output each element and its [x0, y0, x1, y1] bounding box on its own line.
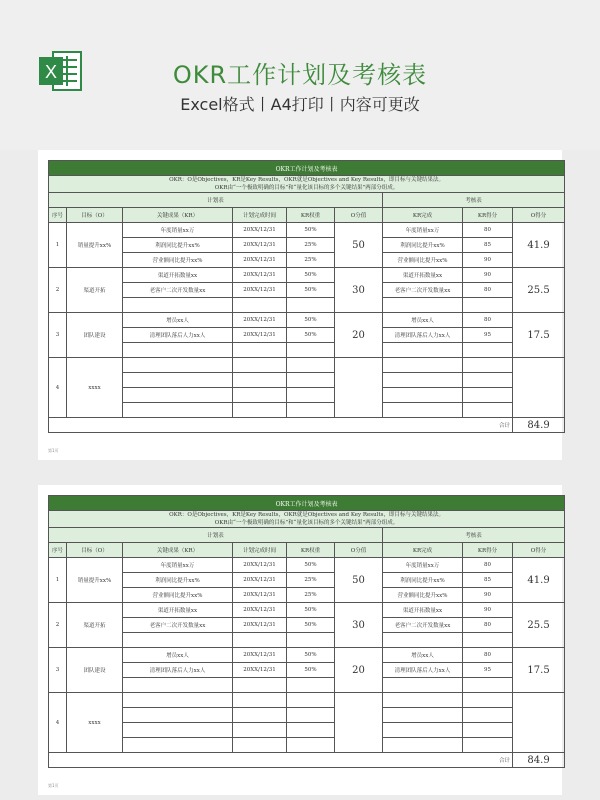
column-header: O得分	[513, 208, 565, 223]
plan-date-cell: 20XX/12/31	[233, 283, 287, 298]
o-final-score-cell: 41.9	[513, 558, 565, 603]
kr-weight-cell	[287, 358, 335, 373]
objective-cell: xxxx	[67, 693, 123, 753]
kr-score-cell: 90	[463, 588, 513, 603]
column-header: KR完成	[383, 543, 463, 558]
total-value: 84.9	[513, 753, 565, 768]
o-final-score-cell: 25.5	[513, 268, 565, 313]
kr-done-cell: 老客户二次开发数量xx	[383, 283, 463, 298]
assess-section-label: 考核表	[383, 193, 565, 208]
page-subtitle: Excel格式丨A4打印丨内容可更改	[180, 95, 420, 114]
table-row	[49, 738, 565, 753]
column-header: 序号	[49, 543, 67, 558]
kr-score-cell: 80	[463, 648, 513, 663]
kr-weight-cell: 50%	[287, 618, 335, 633]
column-header: O分值	[335, 208, 383, 223]
kr-weight-cell	[287, 298, 335, 313]
column-header: KR得分	[463, 543, 513, 558]
plan-date-cell: 20XX/12/31	[233, 558, 287, 573]
kr-score-cell	[463, 738, 513, 753]
kr-score-cell	[463, 358, 513, 373]
kr-weight-cell	[287, 723, 335, 738]
key-result-cell: 增员xx人	[123, 648, 233, 663]
total-label: 合计	[49, 753, 513, 768]
logo-letter: X	[44, 62, 58, 82]
table-row	[49, 238, 565, 253]
objective-cell: 销量提升xx%	[67, 223, 123, 268]
kr-done-cell: 老客户二次开发数量xx	[383, 618, 463, 633]
column-header: KR权重	[287, 543, 335, 558]
kr-weight-cell: 50%	[287, 313, 335, 328]
key-result-cell	[123, 343, 233, 358]
kr-score-cell	[463, 633, 513, 648]
plan-date-cell: 20XX/12/31	[233, 603, 287, 618]
key-result-cell: 清理团队落后人力xx人	[123, 328, 233, 343]
kr-weight-cell: 50%	[287, 328, 335, 343]
kr-done-cell	[383, 633, 463, 648]
plan-date-cell	[233, 358, 287, 373]
kr-done-cell: 年度销量xx万	[383, 223, 463, 238]
kr-done-cell	[383, 738, 463, 753]
kr-score-cell	[463, 708, 513, 723]
plan-date-cell	[233, 298, 287, 313]
table-row	[49, 573, 565, 588]
kr-done-cell: 增员xx人	[383, 313, 463, 328]
o-final-score-cell: 17.5	[513, 648, 565, 693]
plan-date-cell	[233, 373, 287, 388]
kr-weight-cell: 50%	[287, 223, 335, 238]
kr-weight-cell	[287, 388, 335, 403]
note-line-1: OKR：O是Objectives，KR是Key Results，OKR就是Objectives and Key Results，即目标与关键结果法。	[169, 512, 444, 518]
key-result-cell: 老客户二次开发数量xx	[123, 618, 233, 633]
kr-weight-cell: 50%	[287, 283, 335, 298]
o-final-score-cell: 41.9	[513, 223, 565, 268]
kr-weight-cell: 50%	[287, 268, 335, 283]
o-final-score-cell	[513, 693, 565, 753]
kr-score-cell	[463, 678, 513, 693]
table-row	[49, 663, 565, 678]
kr-done-cell: 利润同比提升xx%	[383, 238, 463, 253]
table-row	[49, 283, 565, 298]
table-row	[49, 708, 565, 723]
table-row	[49, 343, 565, 358]
kr-weight-cell: 25%	[287, 588, 335, 603]
kr-done-cell	[383, 403, 463, 418]
page-footer-mark: 第1页	[48, 783, 59, 788]
column-header: O分值	[335, 543, 383, 558]
plan-date-cell	[233, 723, 287, 738]
key-result-cell	[123, 693, 233, 708]
plan-section-label: 计划表	[49, 528, 383, 543]
page-header	[0, 0, 600, 150]
kr-done-cell: 利润同比提升xx%	[383, 573, 463, 588]
key-result-cell: 利润同比提升xx%	[123, 238, 233, 253]
kr-score-cell: 80	[463, 223, 513, 238]
plan-date-cell: 20XX/12/31	[233, 313, 287, 328]
kr-score-cell: 85	[463, 238, 513, 253]
column-header: 关键成果（KR）	[123, 208, 233, 223]
row-number: 2	[49, 603, 67, 648]
table-row	[49, 618, 565, 633]
key-result-cell	[123, 723, 233, 738]
page-footer-mark: 第1页	[48, 448, 59, 453]
o-final-score-cell: 17.5	[513, 313, 565, 358]
note-line-1: OKR：O是Objectives，KR是Key Results，OKR就是Objectives and Key Results，即目标与关键结果法。	[169, 177, 444, 183]
column-header: 目标（O）	[67, 208, 123, 223]
column-header: 关键成果（KR）	[123, 543, 233, 558]
table-row	[49, 313, 565, 328]
key-result-cell	[123, 678, 233, 693]
key-result-cell	[123, 708, 233, 723]
row-number: 1	[49, 558, 67, 603]
kr-done-cell	[383, 693, 463, 708]
plan-date-cell: 20XX/12/31	[233, 328, 287, 343]
table-row	[49, 723, 565, 738]
kr-done-cell: 年度销量xx万	[383, 558, 463, 573]
okr-note	[49, 511, 565, 528]
total-label: 合计	[49, 418, 513, 433]
plan-date-cell	[233, 678, 287, 693]
key-result-cell	[123, 633, 233, 648]
table-row	[49, 588, 565, 603]
table-row	[49, 648, 565, 663]
table-title: OKR工作计划及考核表	[49, 496, 565, 511]
table-row	[49, 678, 565, 693]
kr-weight-cell	[287, 678, 335, 693]
table-row	[49, 298, 565, 313]
kr-score-cell: 80	[463, 283, 513, 298]
key-result-cell: 年度销量xx万	[123, 223, 233, 238]
kr-done-cell	[383, 708, 463, 723]
kr-score-cell	[463, 298, 513, 313]
o-score-cell	[335, 693, 383, 753]
kr-score-cell: 80	[463, 618, 513, 633]
key-result-cell: 老客户二次开发数量xx	[123, 283, 233, 298]
objective-cell: 团队建设	[67, 313, 123, 358]
kr-weight-cell: 25%	[287, 573, 335, 588]
table-row	[49, 268, 565, 283]
kr-done-cell: 清理团队落后人力xx人	[383, 328, 463, 343]
o-score-cell: 20	[335, 648, 383, 693]
kr-done-cell: 清理团队落后人力xx人	[383, 663, 463, 678]
kr-weight-cell: 50%	[287, 603, 335, 618]
plan-date-cell: 20XX/12/31	[233, 238, 287, 253]
kr-weight-cell	[287, 633, 335, 648]
kr-score-cell: 90	[463, 253, 513, 268]
objective-cell: 渠道开拓	[67, 603, 123, 648]
kr-score-cell: 85	[463, 573, 513, 588]
objective-cell: 渠道开拓	[67, 268, 123, 313]
o-score-cell: 30	[335, 268, 383, 313]
plan-date-cell	[233, 403, 287, 418]
kr-score-cell: 95	[463, 328, 513, 343]
kr-weight-cell	[287, 738, 335, 753]
plan-date-cell: 20XX/12/31	[233, 573, 287, 588]
table-row	[49, 693, 565, 708]
kr-weight-cell	[287, 403, 335, 418]
o-score-cell: 50	[335, 558, 383, 603]
table-row	[49, 633, 565, 648]
key-result-cell: 营业额同比提升xx%	[123, 253, 233, 268]
sheet-preview-1	[38, 150, 562, 460]
kr-score-cell: 90	[463, 603, 513, 618]
table-row	[49, 603, 565, 618]
kr-done-cell: 渠道开拓数量xx	[383, 268, 463, 283]
column-header: KR权重	[287, 208, 335, 223]
kr-weight-cell	[287, 693, 335, 708]
plan-date-cell	[233, 388, 287, 403]
kr-done-cell	[383, 678, 463, 693]
o-final-score-cell: 25.5	[513, 603, 565, 648]
page-title: OKR工作计划及考核表	[172, 61, 428, 89]
plan-date-cell: 20XX/12/31	[233, 648, 287, 663]
kr-done-cell	[383, 343, 463, 358]
objective-cell: 团队建设	[67, 648, 123, 693]
kr-weight-cell	[287, 343, 335, 358]
column-header: 序号	[49, 208, 67, 223]
table-row	[49, 328, 565, 343]
key-result-cell: 增员xx人	[123, 313, 233, 328]
plan-date-cell: 20XX/12/31	[233, 223, 287, 238]
sheet-preview-2	[38, 485, 562, 795]
kr-score-cell: 80	[463, 313, 513, 328]
kr-done-cell	[383, 298, 463, 313]
kr-done-cell: 增员xx人	[383, 648, 463, 663]
key-result-cell	[123, 388, 233, 403]
column-header: 计划完成时间	[233, 208, 287, 223]
key-result-cell: 清理团队落后人力xx人	[123, 663, 233, 678]
key-result-cell	[123, 358, 233, 373]
objective-cell: 销量提升xx%	[67, 558, 123, 603]
column-header: 目标（O）	[67, 543, 123, 558]
kr-score-cell: 90	[463, 268, 513, 283]
table-row	[49, 223, 565, 238]
total-value: 84.9	[513, 418, 565, 433]
key-result-cell	[123, 373, 233, 388]
objective-cell: xxxx	[67, 358, 123, 418]
row-number: 4	[49, 693, 67, 753]
plan-date-cell	[233, 693, 287, 708]
kr-score-cell	[463, 403, 513, 418]
kr-done-cell	[383, 373, 463, 388]
o-score-cell: 20	[335, 313, 383, 358]
kr-done-cell	[383, 358, 463, 373]
key-result-cell: 年度销量xx万	[123, 558, 233, 573]
kr-done-cell: 渠道开拓数量xx	[383, 603, 463, 618]
column-header: KR完成	[383, 208, 463, 223]
plan-date-cell: 20XX/12/31	[233, 253, 287, 268]
key-result-cell: 渠道开拓数量xx	[123, 603, 233, 618]
o-score-cell: 30	[335, 603, 383, 648]
key-result-cell	[123, 298, 233, 313]
table-row	[49, 253, 565, 268]
kr-score-cell	[463, 373, 513, 388]
kr-score-cell	[463, 388, 513, 403]
table-title: OKR工作计划及考核表	[49, 161, 565, 176]
key-result-cell	[123, 403, 233, 418]
kr-done-cell	[383, 723, 463, 738]
kr-weight-cell: 25%	[287, 238, 335, 253]
row-number: 3	[49, 313, 67, 358]
row-number: 4	[49, 358, 67, 418]
kr-score-cell	[463, 693, 513, 708]
plan-date-cell: 20XX/12/31	[233, 618, 287, 633]
key-result-cell: 渠道开拓数量xx	[123, 268, 233, 283]
kr-weight-cell: 50%	[287, 663, 335, 678]
kr-done-cell: 营业额同比提升xx%	[383, 588, 463, 603]
kr-weight-cell: 25%	[287, 253, 335, 268]
row-number: 3	[49, 648, 67, 693]
key-result-cell	[123, 738, 233, 753]
column-header: 计划完成时间	[233, 543, 287, 558]
row-number: 1	[49, 223, 67, 268]
assess-section-label: 考核表	[383, 528, 565, 543]
key-result-cell: 营业额同比提升xx%	[123, 588, 233, 603]
plan-date-cell	[233, 633, 287, 648]
note-line-2: OKR由“一个极致明确的目标”和“量化该目标的多个关键结果”两部分组成。	[214, 185, 399, 191]
kr-weight-cell	[287, 708, 335, 723]
plan-date-cell	[233, 738, 287, 753]
okr-note	[49, 176, 565, 193]
table-row	[49, 388, 565, 403]
o-final-score-cell	[513, 358, 565, 418]
o-score-cell	[335, 358, 383, 418]
row-number: 2	[49, 268, 67, 313]
kr-weight-cell: 50%	[287, 558, 335, 573]
plan-date-cell: 20XX/12/31	[233, 588, 287, 603]
table-row	[49, 558, 565, 573]
table-row	[49, 373, 565, 388]
column-header: O得分	[513, 543, 565, 558]
kr-weight-cell: 50%	[287, 648, 335, 663]
kr-score-cell: 80	[463, 558, 513, 573]
table-row	[49, 358, 565, 373]
plan-date-cell	[233, 708, 287, 723]
okr-table	[48, 160, 565, 433]
column-header: KR得分	[463, 208, 513, 223]
kr-score-cell	[463, 343, 513, 358]
kr-weight-cell	[287, 373, 335, 388]
plan-date-cell: 20XX/12/31	[233, 663, 287, 678]
plan-date-cell	[233, 343, 287, 358]
key-result-cell: 利润同比提升xx%	[123, 573, 233, 588]
kr-done-cell: 营业额同比提升xx%	[383, 253, 463, 268]
plan-date-cell: 20XX/12/31	[233, 268, 287, 283]
o-score-cell: 50	[335, 223, 383, 268]
kr-done-cell	[383, 388, 463, 403]
kr-score-cell: 95	[463, 663, 513, 678]
table-row	[49, 403, 565, 418]
kr-score-cell	[463, 723, 513, 738]
okr-table	[48, 495, 565, 768]
plan-section-label: 计划表	[49, 193, 383, 208]
note-line-2: OKR由“一个极致明确的目标”和“量化该目标的多个关键结果”两部分组成。	[214, 520, 399, 526]
